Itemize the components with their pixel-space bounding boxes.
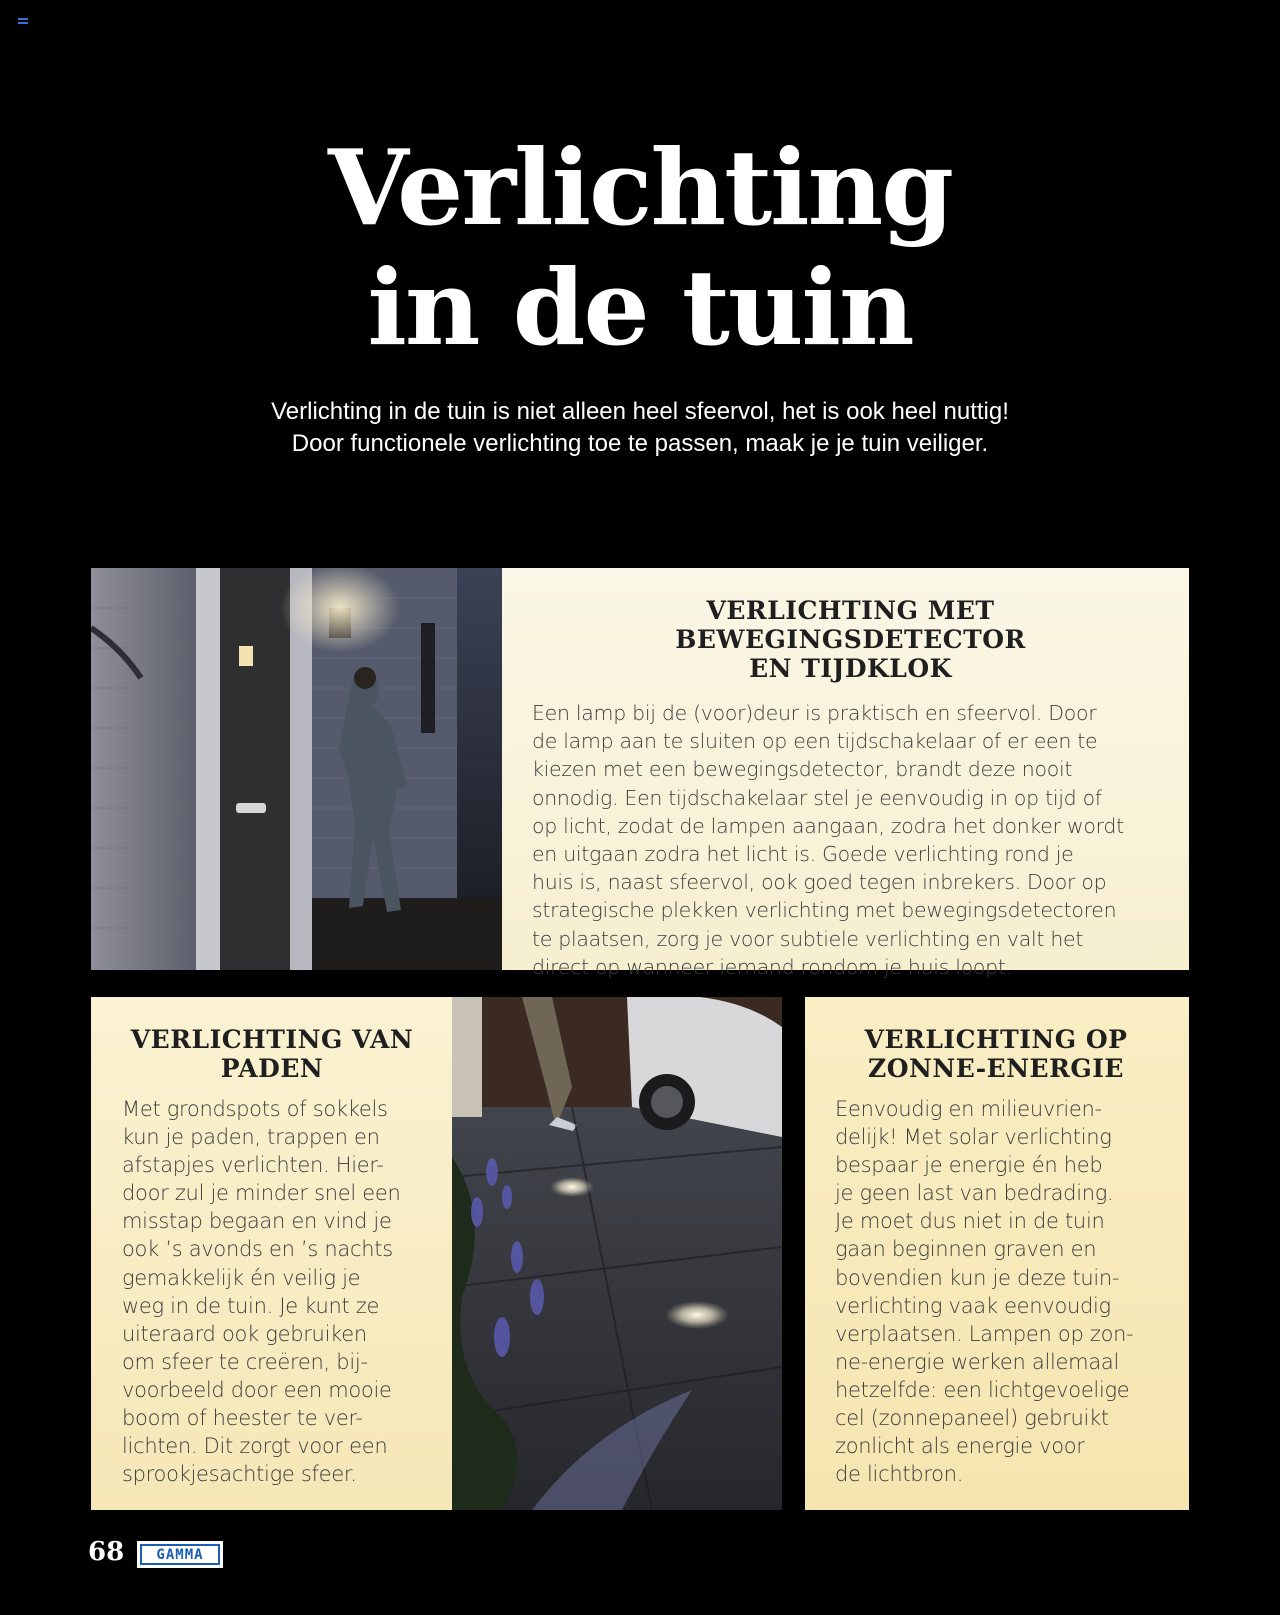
path-lighting-heading	[122, 1025, 442, 1083]
body-line: delijk! Met solar verlichting	[835, 1125, 1112, 1150]
body-line: op licht, zodat de lampen aangaan, zodra het donker wordt	[532, 813, 1124, 838]
heading-line: ZONNE-ENERGIE	[868, 1054, 1124, 1083]
intro-text	[140, 396, 1140, 460]
body-line: lichten. Dit zorgt voor een	[122, 1434, 388, 1459]
path-lighting-section	[91, 997, 452, 1510]
heading-line: PADEN	[220, 1054, 324, 1083]
body-line: ook ’s avonds en ’s nachts	[122, 1237, 393, 1262]
intro-line-1: Verlichting in de tuin is niet alleen heel sfeervol, het is ook heel nuttig!	[271, 398, 1009, 425]
body-line: direct op wanneer iemand rondom je huis loopt.	[532, 954, 1012, 979]
intro-line-2: Door functionele verlichting toe te passen, maak je je tuin veiliger.	[291, 430, 989, 457]
motion-detector-body	[532, 699, 1169, 981]
heading-line: EN TIJDKLOK	[749, 654, 952, 683]
path-groundspot-photo	[452, 997, 782, 1510]
body-line: verplaatsen. Lampen op zon-	[835, 1321, 1134, 1346]
title-line-2: in de tuin	[367, 246, 913, 369]
page-title	[0, 128, 1280, 368]
body-line: voorbeeld door een mooie	[122, 1377, 392, 1402]
body-line: Een lamp bij de (voor)deur is praktisch en sfeervol. Door	[532, 701, 1097, 725]
body-line: door zul je minder snel een	[122, 1181, 401, 1206]
solar-lighting-section	[805, 997, 1189, 1510]
body-line: onnodig. Een tijdschakelaar stel je eenvoudig in op tijd of	[532, 785, 1102, 810]
body-line: hetzelfde: een lichtgevoelige	[835, 1377, 1130, 1402]
heading-line: VERLICHTING MET BEWEGINGSDETECTOR	[675, 596, 1026, 654]
body-line: boom of heester te ver-	[122, 1406, 363, 1431]
logo-text: GAMMA	[156, 1546, 204, 1563]
solar-lighting-body	[835, 1095, 1179, 1488]
body-line: misstap begaan en vind je	[122, 1209, 392, 1234]
gamma-logo	[137, 1541, 223, 1568]
body-line: afstapjes verlichten. Hier-	[122, 1153, 384, 1178]
body-line: verlichting vaak eenvoudig	[835, 1293, 1111, 1318]
body-line: bovendien kun je deze tuin-	[835, 1265, 1120, 1290]
body-line: ne-energie werken allemaal	[835, 1349, 1119, 1374]
body-line: je geen last van bedrading.	[835, 1181, 1114, 1206]
body-line: en uitgaan zodra het licht is. Goede verlichting rond je	[532, 842, 1074, 867]
body-line: weg in de tuin. Je kunt ze	[122, 1293, 380, 1318]
heading-line: VERLICHTING VAN	[130, 1025, 414, 1054]
body-line: de lichtbron.	[835, 1462, 964, 1487]
body-line: Je moet dus niet in de tuin	[835, 1209, 1105, 1234]
page-number: 68	[88, 1537, 125, 1567]
menu-icon	[18, 18, 28, 24]
body-line: Met grondspots of sokkels	[122, 1097, 388, 1121]
body-line: te plaatsen, zorg je voor subtiele verlichting en valt het	[532, 926, 1084, 951]
front-door-photo	[91, 568, 502, 970]
body-line: strategische plekken verlichting met bewegingsdetectoren	[532, 898, 1117, 923]
body-line: uiteraard ook gebruiken	[122, 1321, 367, 1346]
title-line-1: Verlichting	[328, 126, 952, 249]
motion-detector-heading	[532, 596, 1169, 683]
body-line: bespaar je energie én heb	[835, 1153, 1103, 1178]
body-line: gemakkelijk én veilig je	[122, 1265, 361, 1290]
body-line: zonlicht als energie voor	[835, 1434, 1085, 1459]
solar-lighting-heading	[835, 1025, 1179, 1083]
body-line: om sfeer te creëren, bij-	[122, 1349, 368, 1374]
body-line: gaan beginnen graven en	[835, 1237, 1097, 1262]
body-line: kiezen met een bewegingsdetector, brandt deze nooit	[532, 757, 1073, 782]
body-line: sprookjesachtige sfeer.	[122, 1462, 357, 1487]
body-line: Eenvoudig en milieuvrien-	[835, 1097, 1102, 1121]
body-line: kun je paden, trappen en	[122, 1125, 380, 1150]
body-line: de lamp aan te sluiten op een tijdschakelaar of er een te	[532, 729, 1098, 754]
body-line: cel (zonnepaneel) gebruikt	[835, 1406, 1109, 1431]
motion-detector-section	[502, 568, 1189, 979]
logo-frame	[140, 1544, 220, 1565]
body-line: huis is, naast sfeervol, ook goed tegen inbrekers. Door op	[532, 870, 1107, 895]
path-lighting-body	[122, 1095, 442, 1488]
heading-line: VERLICHTING OP	[864, 1025, 1128, 1054]
